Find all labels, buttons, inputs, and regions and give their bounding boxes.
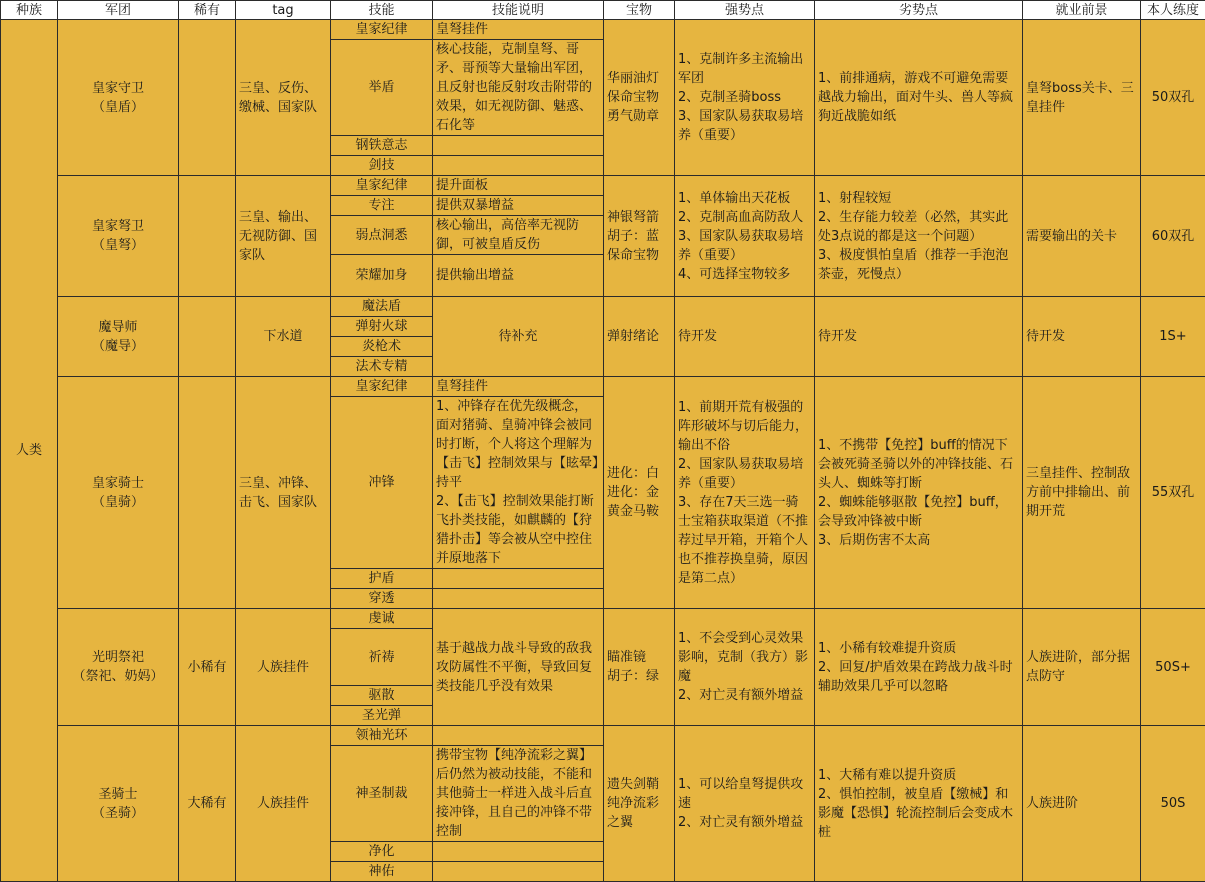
header-skill[interactable]: 技能 [331, 1, 433, 20]
header-rarity[interactable]: 稀有 [179, 1, 236, 20]
table-row [1, 609, 1205, 629]
strengths-cell[interactable]: 1、克制许多主流输出军团 2、克制圣骑boss 3、国家队易获取易培养（重要） [675, 20, 815, 176]
tag-cell[interactable]: 三皇、输出、无视防御、国家队 [236, 176, 331, 297]
skill-desc-cell[interactable]: 1、冲锋存在优先级概念，面对猪骑、皇骑冲锋会被同时打断，个人将这个理解为【击飞】控制效果与【眩晕】持平 2、【击飞】控制效果能打断飞扑类技能，如麒麟的【狩猎扑击】等会被从空中控住并原地落下 [433, 397, 604, 569]
header-tag[interactable]: tag [236, 1, 331, 20]
treasure-cell[interactable]: 进化：白 进化：金 黄金马鞍 [604, 377, 675, 609]
skill-name-cell[interactable]: 剑技 [331, 156, 433, 176]
skill-desc-cell[interactable] [433, 589, 604, 609]
weaknesses-cell[interactable]: 1、不携带【免控】buff的情况下会被死骑圣骑以外的冲锋技能、石头人、蜘蛛等打断 2、蜘蛛能够驱散【免控】buff，会导致冲锋被中断 3、后期伤害不太高 [815, 377, 1023, 609]
skill-name-cell[interactable]: 魔法盾 [331, 297, 433, 317]
weaknesses-cell[interactable]: 1、小稀有较难提升资质 2、回复/护盾效果在跨战力战斗时辅助效果几乎可以忽略 [815, 609, 1023, 726]
rarity-cell[interactable]: 小稀有 [179, 609, 236, 726]
unit-name-cell[interactable]: 光明祭祀 （祭祀、奶妈） [58, 609, 179, 726]
table-row [1, 297, 1205, 317]
skill-name-cell[interactable]: 钢铁意志 [331, 136, 433, 156]
skill-desc-cell[interactable]: 核心技能，克制皇弩、哥矛、哥预等大量输出军团，且反射也能反射攻击附带的效果，如无视防御、魅惑、石化等 [433, 40, 604, 136]
skill-name-cell[interactable]: 净化 [331, 842, 433, 862]
skill-name-cell[interactable]: 冲锋 [331, 397, 433, 569]
strengths-cell[interactable]: 1、单体输出天花板 2、克制高血高防敌人 3、国家队易获取易培养（重要） 4、可选择宝物较多 [675, 176, 815, 297]
prospects-cell[interactable]: 皇弩boss关卡、三皇挂件 [1023, 20, 1141, 176]
skill-desc-cell[interactable]: 皇弩挂件 [433, 377, 604, 397]
skill-desc-cell[interactable] [433, 156, 604, 176]
skill-name-cell[interactable]: 神佑 [331, 862, 433, 882]
skill-desc-cell[interactable]: 核心输出，高倍率无视防御，可被皇盾反伤 [433, 216, 604, 255]
table-row [1, 176, 1205, 196]
table-row [1, 377, 1205, 397]
skill-name-cell[interactable]: 弹射火球 [331, 317, 433, 337]
skill-name-cell[interactable]: 穿透 [331, 589, 433, 609]
skill-name-cell[interactable]: 皇家纪律 [331, 20, 433, 40]
treasure-cell[interactable]: 神银弩箭 胡子：蓝 保命宝物 [604, 176, 675, 297]
skill-name-cell[interactable]: 圣光弹 [331, 706, 433, 726]
prospects-cell[interactable]: 人族进阶，部分据点防守 [1023, 609, 1141, 726]
tag-cell[interactable]: 人族挂件 [236, 609, 331, 726]
treasure-cell[interactable]: 华丽油灯 保命宝物 勇气勋章 [604, 20, 675, 176]
prospects-cell[interactable]: 人族进阶 [1023, 726, 1141, 882]
skill-desc-cell[interactable]: 携带宝物【纯净流彩之翼】后仍然为被动技能，不能和其他骑士一样进入战斗后直接冲锋，且自己的冲锋不带控制 [433, 746, 604, 842]
skill-name-cell[interactable]: 护盾 [331, 569, 433, 589]
strengths-cell[interactable]: 1、可以给皇弩提供攻速 2、对亡灵有额外增益 [675, 726, 815, 882]
skill-desc-cell[interactable] [433, 569, 604, 589]
header-corps[interactable]: 军团 [58, 1, 179, 20]
level-cell[interactable]: 50S [1141, 726, 1205, 882]
skill-desc-cell[interactable] [433, 862, 604, 882]
level-cell[interactable]: 1S+ [1141, 297, 1205, 377]
level-cell[interactable]: 50双孔 [1141, 20, 1205, 176]
rarity-cell[interactable] [179, 377, 236, 609]
skill-desc-cell[interactable]: 提升面板 [433, 176, 604, 196]
tag-cell[interactable]: 三皇、冲锋、击飞、国家队 [236, 377, 331, 609]
treasure-cell[interactable]: 弹射绪论 [604, 297, 675, 377]
level-cell[interactable]: 60双孔 [1141, 176, 1205, 297]
prospects-cell[interactable]: 待开发 [1023, 297, 1141, 377]
rarity-cell[interactable] [179, 20, 236, 176]
skill-desc-cell[interactable]: 提供输出增益 [433, 255, 604, 297]
skill-desc-cell[interactable]: 提供双暴增益 [433, 196, 604, 216]
header-treasure[interactable]: 宝物 [604, 1, 675, 20]
table-row [1, 726, 1205, 746]
header-weaknesses[interactable]: 劣势点 [815, 1, 1023, 20]
skill-name-cell[interactable]: 皇家纪律 [331, 377, 433, 397]
skill-name-cell[interactable]: 皇家纪律 [331, 176, 433, 196]
unit-name-cell[interactable]: 皇家弩卫 （皇弩） [58, 176, 179, 297]
strengths-cell[interactable]: 1、前期开荒有极强的阵形破坏与切后能力，输出不俗 2、国家队易获取易培养（重要） 3、存在7天三选一骑士宝箱获取渠道（不推荐过早开箱，开箱个人也不推荐换皇骑，原因是第二点） [675, 377, 815, 609]
rarity-cell[interactable]: 大稀有 [179, 726, 236, 882]
skill-name-cell[interactable]: 虔诚 [331, 609, 433, 629]
header-level[interactable]: 本人练度 [1141, 1, 1205, 20]
weaknesses-cell[interactable]: 1、射程较短 2、生存能力较差（必然，其实此处3点说的都是这一个问题） 3、极度惧怕皇盾（推荐一手泡泡茶壶，死慢点） [815, 176, 1023, 297]
skill-desc-cell[interactable]: 皇弩挂件 [433, 20, 604, 40]
tag-cell[interactable]: 三皇、反伤、缴械、国家队 [236, 20, 331, 176]
strengths-cell[interactable]: 待开发 [675, 297, 815, 377]
treasure-cell[interactable]: 瞄准镜 胡子：绿 [604, 609, 675, 726]
prospects-cell[interactable]: 三皇挂件、控制敌方前中排输出、前期开荒 [1023, 377, 1141, 609]
treasure-cell[interactable]: 遗失剑鞘 纯净流彩之翼 [604, 726, 675, 882]
skill-name-cell[interactable]: 荣耀加身 [331, 255, 433, 297]
skill-desc-cell[interactable] [433, 842, 604, 862]
prospects-cell[interactable]: 需要输出的关卡 [1023, 176, 1141, 297]
header-skill-desc[interactable]: 技能说明 [433, 1, 604, 20]
skill-desc-cell[interactable]: 基于越战力战斗导致的敌我攻防属性不平衡，导致回复类技能几乎没有效果 [433, 609, 604, 726]
rarity-cell[interactable] [179, 297, 236, 377]
skill-desc-cell[interactable] [433, 136, 604, 156]
race-cell[interactable]: 人类 [1, 20, 58, 882]
unit-name-cell[interactable]: 皇家骑士 （皇骑） [58, 377, 179, 609]
header-strengths[interactable]: 强势点 [675, 1, 815, 20]
header-prospects[interactable]: 就业前景 [1023, 1, 1141, 20]
weaknesses-cell[interactable]: 1、前排通病，游戏不可避免需要越战力输出，面对牛头、兽人等疯狗近战脆如纸 [815, 20, 1023, 176]
header-row [1, 1, 1205, 20]
skill-name-cell[interactable]: 举盾 [331, 40, 433, 136]
unit-name-cell[interactable]: 圣骑士 （圣骑） [58, 726, 179, 882]
level-cell[interactable]: 55双孔 [1141, 377, 1205, 609]
unit-name-cell[interactable]: 魔导师 （魔导） [58, 297, 179, 377]
unit-name-cell[interactable]: 皇家守卫 （皇盾） [58, 20, 179, 176]
header-race[interactable]: 种族 [1, 1, 58, 20]
tag-cell[interactable]: 人族挂件 [236, 726, 331, 882]
weaknesses-cell[interactable]: 待开发 [815, 297, 1023, 377]
skill-name-cell[interactable]: 专注 [331, 196, 433, 216]
rarity-cell[interactable] [179, 176, 236, 297]
skill-name-cell[interactable]: 弱点洞悉 [331, 216, 433, 255]
weaknesses-cell[interactable]: 1、大稀有难以提升资质 2、惧怕控制，被皇盾【缴械】和影魔【恐惧】轮流控制后会变成木桩 [815, 726, 1023, 882]
skill-name-cell[interactable]: 祈祷 [331, 629, 433, 686]
table-row [1, 20, 1205, 40]
skill-name-cell[interactable]: 炎枪术 [331, 337, 433, 357]
tag-cell[interactable]: 下水道 [236, 297, 331, 377]
level-cell[interactable]: 50S+ [1141, 609, 1205, 726]
skill-name-cell[interactable]: 驱散 [331, 686, 433, 706]
skill-desc-cell[interactable]: 待补充 [433, 297, 604, 377]
strengths-cell[interactable]: 1、不会受到心灵效果影响，克制（我方）影魔 2、对亡灵有额外增益 [675, 609, 815, 726]
skill-desc-cell[interactable] [433, 726, 604, 746]
skill-name-cell[interactable]: 法术专精 [331, 357, 433, 377]
skill-name-cell[interactable]: 领袖光环 [331, 726, 433, 746]
skill-name-cell[interactable]: 神圣制裁 [331, 746, 433, 842]
